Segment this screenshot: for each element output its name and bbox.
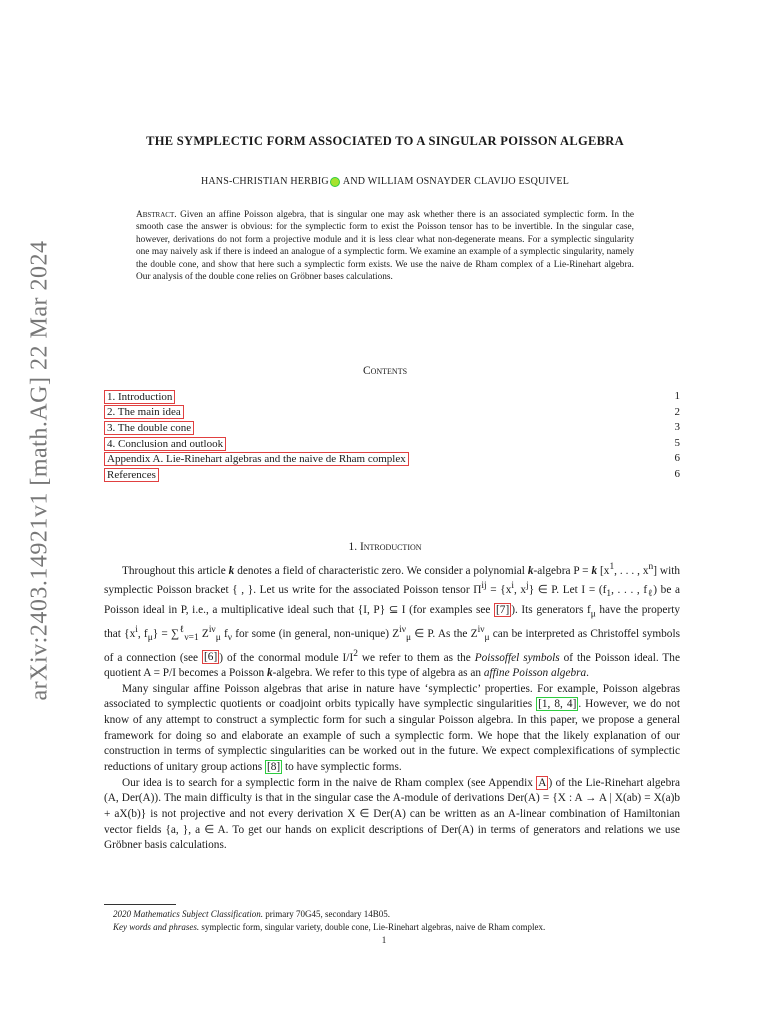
toc-row: [104, 467, 680, 483]
authors-line: [100, 176, 670, 187]
author-rest: AND WILLIAM OSNAYDER CLAVIJO ESQUIVEL: [340, 176, 570, 187]
contents-title: Contents: [362, 365, 408, 377]
toc-row: [104, 405, 680, 421]
paragraph-2: Many singular affine Poisson algebras that arise in nature have ‘symplectic’ properties. For example, Poisson algebras associated to symplectic quotients or coadjoint orbits typically have symplectic singularities [1, 8, 4] . However, we do not know of any attempt to construct a symplectic form for such a singular Poisson algebra. In this paper, we propose a general framework for doing so and elaborate an example of such a symplectic form. We hope that the likely explanation of our construction in terms of symplectic singularities can be worked out in the future. We expect complexifications of symplectic reductions of unitary group actions [8] to have symplectic forms.: [104, 682, 680, 774]
abstract-label: Abstract.: [136, 210, 177, 220]
paper-title: THE SYMPLECTIC FORM ASSOCIATED TO A SINGULAR POISSON ALGEBRA: [146, 134, 624, 148]
toc-link-appendix-a[interactable]: Appendix A. Lie-Rinehart algebras and the naive de Rham complex: [104, 452, 409, 466]
toc-page: 3: [674, 421, 680, 434]
toc-link-conclusion[interactable]: 4. Conclusion and outlook: [104, 437, 226, 451]
toc-row: [104, 451, 680, 467]
citation-link[interactable]: [8]: [266, 761, 281, 774]
footnote-rule: [104, 904, 176, 905]
toc-page: 1: [674, 390, 680, 402]
footnote-msc: 2020 Mathematics Subject Classification. primary 70G45, secondary 14B05.: [113, 909, 390, 919]
toc-page: 5: [674, 436, 680, 449]
arxiv-stamp-text[interactable]: arXiv:2403.14921v1 [math.AG] 22 Mar 2024: [26, 240, 53, 700]
orcid-icon[interactable]: [330, 177, 340, 187]
abstract: [136, 209, 634, 283]
toc-page: 6: [674, 467, 680, 480]
citation-link[interactable]: [7]: [496, 604, 510, 617]
toc-row: [104, 436, 680, 452]
toc-link-double-cone[interactable]: 3. The double cone: [104, 421, 194, 435]
footnote-keywords: Key words and phrases. symplectic form, singular variety, double cone, Lie-Rinehart algebras, naive de Rham complex.: [113, 922, 546, 933]
toc-page: 6: [674, 452, 680, 465]
toc-link-introduction[interactable]: 1. Introduction: [104, 390, 175, 404]
toc-row: [104, 389, 680, 405]
appendix-link[interactable]: A: [538, 776, 547, 789]
page-number: 1: [381, 935, 387, 945]
author-first: HANS-CHRISTIAN HERBIG: [200, 176, 329, 187]
toc-page: 2: [674, 405, 680, 418]
body-text: [104, 560, 680, 854]
footnotes: [104, 908, 680, 934]
section-number: 1.: [348, 541, 358, 553]
toc-link-references[interactable]: References: [104, 468, 159, 482]
section-heading-introduction: [100, 541, 670, 553]
paragraph-3: Our idea is to search for a symplectic form in the naive de Rham complex (see Appendix A ) of the Lie-Rinehart algebra (A, Der(A)). The main difficulty is that in the singular case the A-module of derivations Der(A) = {X : A → A | X(ab) = X(a)b + aX(b)} is not projective and not every derivation X ∈ Der(A) can be written as an A-linear combination of Hamiltonian vector fields {a, }, a ∈ A. To get our hands on explicit descriptions of Der(A) in terms of generators and relations we use Gröbner basis calculations.: [104, 776, 680, 852]
toc-row: [104, 420, 680, 436]
toc-link-main-idea[interactable]: 2. The main idea: [104, 405, 184, 419]
arxiv-stamp: [10, 240, 70, 700]
citation-link[interactable]: [1, 8, 4]: [538, 698, 577, 711]
table-of-contents: [104, 389, 680, 483]
abstract-text: Given an affine Poisson algebra, that is singular one may ask whether there is an associated symplectic form. In the smooth case the answer is obvious: for the symplectic form to exist the Poisson tensor has to be invertible. In the singular case, however, derivations do not form a projective module and it is less clear what non-degenerate means. For a symplectic singularity one may naively ask if there is indeed an analogue of a symplectic form. We examine an example of a symplectic singularity, namely the double cone, and show that here such a symplectic form exists. We use the naive de Rham complex of a Lie-Rinehart algebra. Our analysis of the double cone relies on Gröbner bases calculations.: [136, 210, 634, 283]
paragraph-1: Throughout this article k denotes a field of characteristic zero. We consider a polynomial k-algebra P = k [$x^1$, . . . , $x^n$] with symplectic Poisson bracket { , }. Let us write for the associated Poisson tensor $\Pi^{ij} = \{x^i$, $x^j$} ∈ P. Let $I = (f_1$, . . . , $f_\ell$) be a Poisson ideal in P, i.e., a multiplicative ideal such that {I, P} ⊆ I (for examples see [7] ). Its generators $f_\mu$ have the property that {$x^i$, $f_\mu\} = \sum^\ell_{\nu=1}$ $Z^{i\nu}_\mu$ $f_\nu$ for some (in general, non-unique) $Z^{i\nu}_\mu$ ∈ P. As the $Z^{i\nu}_\mu$ can be interpreted as Christoffel symbols of a connection (see [6] ) of the conormal module $I/I^2$ we refer to them as the Poissoffel symbols of the Poisson ideal. The quotient A = P/I becomes a Poisson k-algebra. We refer to this type of algebra as an affine Poisson algebra.: [104, 562, 680, 680]
section-title: Introduction: [359, 541, 422, 553]
citation-link[interactable]: [6]: [204, 651, 218, 664]
